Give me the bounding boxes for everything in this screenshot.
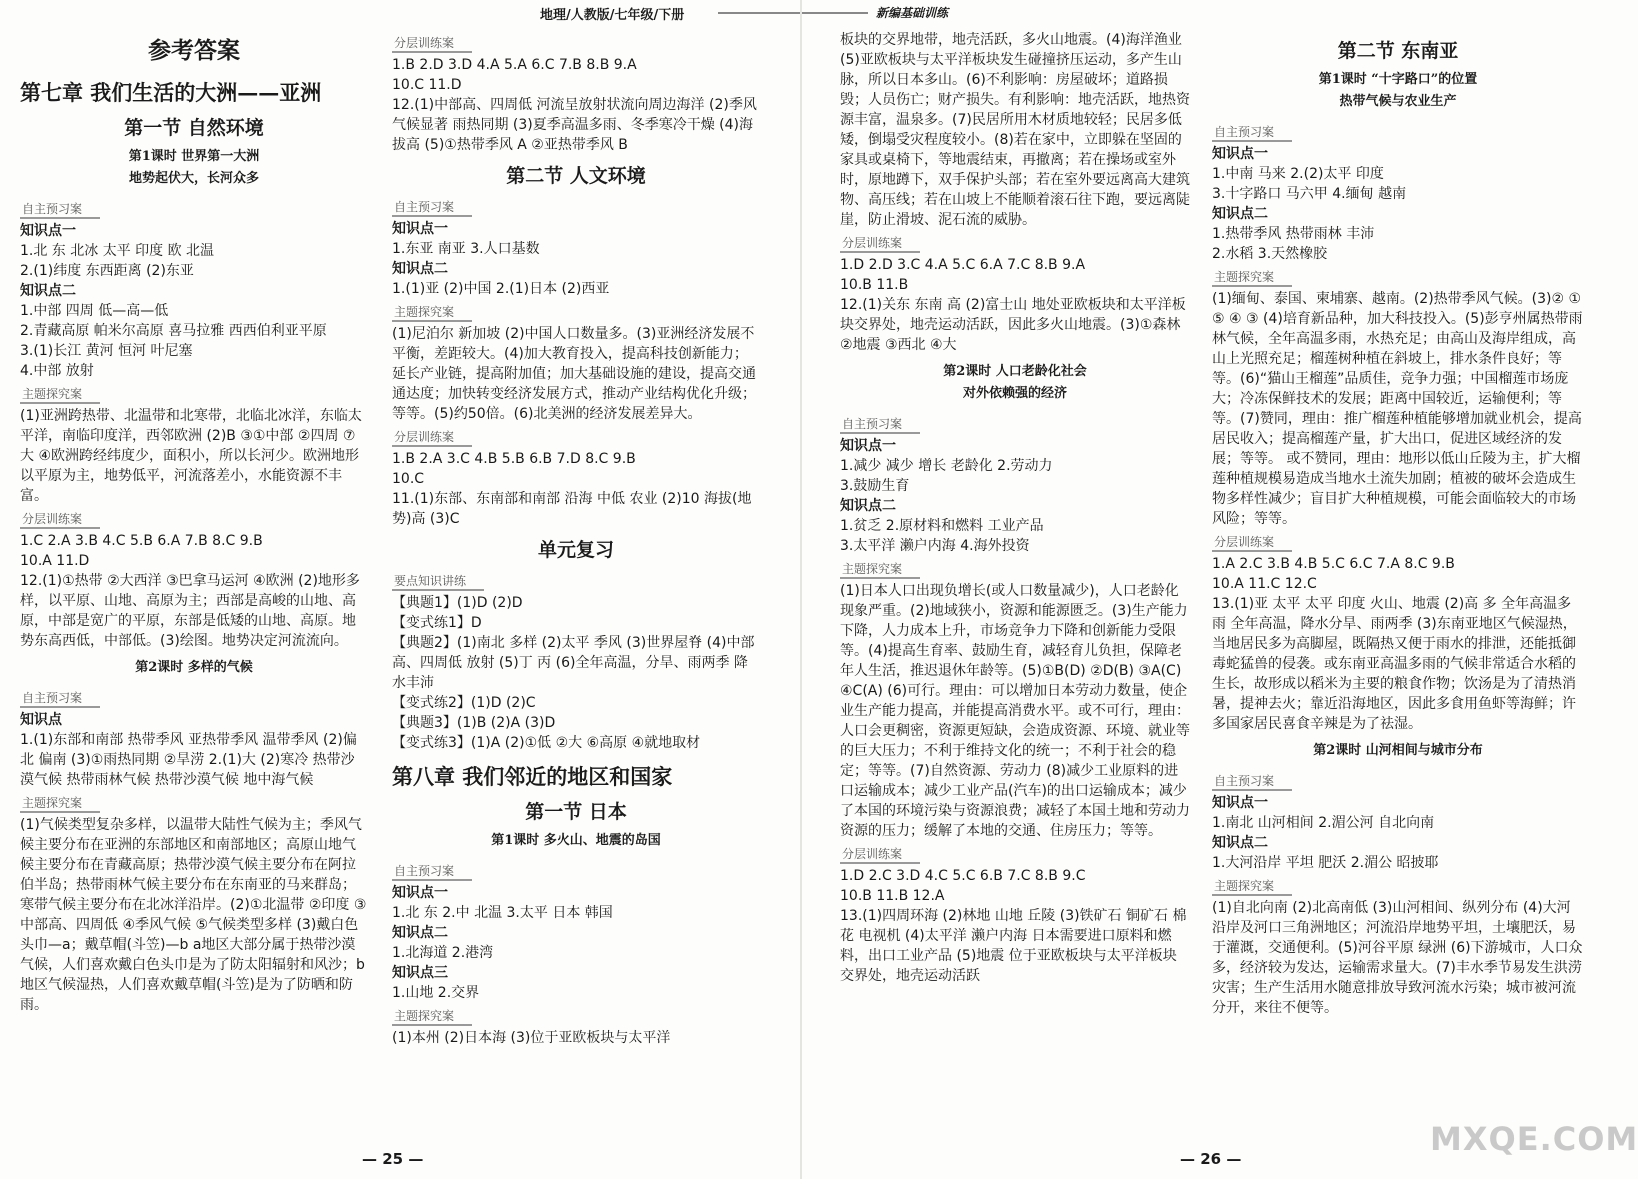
section-tag: 主题探究案 — [20, 387, 100, 404]
section-tag: 自主预习案 — [1212, 125, 1292, 142]
answer-line: 1.减少 减少 增长 老龄化 2.劳动力 — [840, 458, 1053, 474]
lesson-title: 第1课时 多火山、地震的岛国 — [491, 833, 661, 848]
example-line: 【变式练3】(1)A (2)①低 ②大 ⑥高原 ④就地取材 — [392, 735, 701, 751]
answer-line: 1.山地 2.交界 — [392, 985, 480, 1001]
section-title: 第一节 日本 — [525, 801, 627, 823]
answer-line: 1.东亚 南亚 3.人口基数 — [392, 241, 540, 257]
section-title: 第二节 东南亚 — [1337, 40, 1459, 62]
answer-line: 10.B 11.B 12.A — [840, 888, 945, 904]
answer-line: 3.十字路口 马六甲 4.缅甸 越南 — [1212, 186, 1407, 202]
answer-line: 1.A 2.C 3.B 4.B 5.C 6.C 7.A 8.C 9.B — [1212, 556, 1455, 572]
answer-line: 1.中南 马来 2.(2)太平 印度 — [1212, 166, 1384, 182]
example-line: 【典题1】(1)D (2)D — [392, 595, 523, 611]
lesson-line: 地势起伏大，长河众多 — [128, 171, 259, 186]
answer-line: 3.太平洋 濑户内海 4.海外投资 — [840, 538, 1030, 554]
section-title: 单元复习 — [537, 539, 614, 561]
page-number-right: — 26 — — [1180, 1150, 1242, 1168]
answer-paragraph: (1)缅甸、泰国、柬埔寨、越南。(2)热带季风气候。(3)② ① ⑤ ④ ③ (4)培育新品种，加大科技投入。(5)彭亨州属热带雨林气候，全年高温多雨，水热充足；由高山及海岸组成，高山上光照充足；榴莲树种植在斜坡上，排水条件良好；等等。(6)“猫山王榴莲”品质佳，竞争力强；中国榴莲市场庞大；冷冻保鲜技术的发展；距离中国较近，运输便利；等等。(7)赞同，理由：推广榴莲种植能够增加就业机会，提高居民收入；提高榴莲产量，扩大出口，促进区域经济的发展；等等。 或不赞同，理由：地形以低山丘陵为主，扩大榴莲种植规模易造成当地水土流失加剧；植被的破坏会造成生物多样性减少；盲目扩大种植规模，可能会面临较大的市场风险；等等。 — [1212, 291, 1583, 527]
answer-line: 1.贫乏 2.原材料和燃料 工业产品 — [840, 518, 1044, 534]
knowledge-point: 知识点一 — [392, 221, 448, 237]
page-number-left: — 25 — — [362, 1150, 424, 1168]
answer-line: 1.热带季风 热带雨林 丰沛 — [1212, 226, 1375, 242]
answer-paragraph: (1)气候类型复杂多样，以温带大陆性气候为主；季风气候主要分布在亚洲的东部地区和南部地区；高原山地气候主要分布在青藏高原；热带沙漠气候主要分布在阿拉伯半岛；热带雨林气候主要分布在东南亚的马来群岛；寒带气候主要分布在北冰洋沿岸。(2)①北温带 ②印度 ③中部高、四周低 ④季风气候 ⑤气候类型多样 (3)戴白色头巾—a；戴草帽(斗笠)—b a地区大部分属于热带沙漠气候，人们喜欢戴白色头巾是为了防太阳辐射和风沙；b地区气候湿热，人们喜欢戴草帽(斗笠)是为了防晒和防雨。 — [20, 817, 367, 1013]
knowledge-point: 知识点 — [20, 712, 62, 728]
knowledge-point: 知识点一 — [840, 438, 896, 454]
chapter-title: 第七章 我们生活的大洲——亚洲 — [20, 80, 322, 105]
knowledge-point: 知识点二 — [20, 283, 76, 299]
knowledge-point: 知识点三 — [392, 965, 448, 981]
answer-line: 3.(1)长江 黄河 恒河 叶尼塞 — [20, 343, 193, 359]
column-1 — [20, 30, 368, 1130]
answer-paragraph: 13.(1)四周环海 (2)林地 山地 丘陵 (3)铁矿石 铜矿石 棉花 电视机 (4)太平洋 濑户内海 日本需要进口原料和燃料，出口工业产品 (5)地震 位于亚欧板块与太平洋板块交界处，地壳运动活跃 — [840, 908, 1187, 984]
lesson-line: 对外依赖强的经济 — [962, 386, 1067, 401]
answer-paragraph: 11.(1)东部、东南部和南部 沿海 中低 农业 (2)10 海拔(地势)高 (3)C — [392, 491, 752, 527]
knowledge-point: 知识点二 — [1212, 206, 1268, 222]
answer-line: 1.(1)亚 (2)中国 2.(1)日本 (2)西亚 — [392, 281, 610, 297]
answer-line: 1.B 2.D 3.D 4.A 5.A 6.C 7.B 8.B 9.A — [392, 57, 637, 73]
section-tag: 主题探究案 — [392, 1009, 472, 1026]
section-tag: 分层训练案 — [392, 430, 472, 447]
answer-line: 1.中部 四周 低—高—低 — [20, 303, 169, 319]
lesson-title: 第2课时 山河相间与城市分布 — [1313, 743, 1483, 758]
answer-line: 2.青藏高原 帕米尔高原 喜马拉雅 西西伯利亚平原 — [20, 323, 327, 339]
page-spine — [800, 0, 802, 1179]
answer-title: 参考答案 — [148, 37, 240, 64]
answer-paragraph: (1)自北向南 (2)北高南低 (3)山河相间、纵列分布 (4)大河沿岸及河口三角洲地区；河流沿岸地势平坦，土壤肥沃，易于灌溉，交通便利。(5)河谷平原 绿洲 (6)下游城市，人口众多，经济较为发达，运输需求量大。(7)丰水季节易发生洪涝灾害；生产生活用水随意排放导致河流水污染；城市被河流分开，来往不便等。 — [1212, 900, 1583, 1016]
section-tag: 分层训练案 — [1212, 535, 1292, 552]
knowledge-point: 知识点二 — [392, 261, 448, 277]
answer-paragraph: (1)亚洲跨热带、北温带和北寒带，北临北冰洋，东临太平洋，南临印度洋，西邻欧洲 (2)B ③①中部 ②四周 ⑦大 ④欧洲跨经纬度少，面积小，所以长河少。欧洲地形以平原为主，地势低平，河流落差小，水能资源不丰富。 — [20, 408, 362, 504]
answer-line: 1.D 2.C 3.D 4.C 5.C 6.B 7.C 8.B 9.C — [840, 868, 1086, 884]
answer-paragraph: (1)尼泊尔 新加坡 (2)中国人口数量多。(3)亚洲经济发展不平衡，差距较大。(4)加大教育投入，提高科技创新能力；延长产业链，提高附加值；加大基础设施的建设，提高交通通达度；加快转变经济发展方式，推动产业结构优化升级；等等。(5)约50倍。(6)北美洲的经济发展差异大。 — [392, 326, 756, 422]
section-tag: 自主预习案 — [840, 417, 920, 434]
section-tag: 自主预习案 — [20, 202, 100, 219]
answer-line: 3.鼓励生育 — [840, 478, 910, 494]
lesson-title — [840, 361, 1190, 405]
answer-line: (1)本州 (2)日本海 (3)位于亚欧板块与太平洋 — [392, 1030, 671, 1046]
section-title: 第一节 自然环境 — [124, 117, 264, 139]
column-4 — [1212, 30, 1584, 1130]
knowledge-point: 知识点二 — [840, 498, 896, 514]
answer-line: 1.C 2.A 3.B 4.C 5.B 6.A 7.B 8.C 9.B — [20, 533, 263, 549]
answer-paragraph: 12.(1)①热带 ②大西洋 ③巴拿马运河 ④欧洲 (2)地形多样，以平原、山地、高原为主；西部是高峻的山地、高原，中部是宽广的平原，东部是低矮的山地、高原。地势东高西低，中部低。(3)绘图。地势决定河流流向。 — [20, 573, 360, 649]
answer-line: 10.B 11.B — [840, 277, 909, 293]
example-line: 【变式练1】D — [392, 615, 482, 631]
section-tag: 主题探究案 — [840, 562, 920, 579]
answer-line: 1.大河沿岸 平坦 肥沃 2.湄公 昭披耶 — [1212, 855, 1439, 871]
chapter-title: 第八章 我们邻近的地区和国家 — [392, 764, 673, 789]
lesson-title — [20, 146, 368, 190]
section-tag: 自主预习案 — [392, 200, 472, 217]
knowledge-point: 知识点一 — [392, 885, 448, 901]
header-subject: 地理/人教版/七年级/下册 — [540, 8, 685, 23]
section-tag: 自主预习案 — [1212, 774, 1292, 791]
answer-line: 1.南北 山河相间 2.湄公河 自北向南 — [1212, 815, 1435, 831]
lesson-line: 第2课时 人口老龄化社会 — [943, 364, 1087, 379]
section-tag: 自主预习案 — [392, 864, 472, 881]
knowledge-point: 知识点一 — [20, 223, 76, 239]
column-2 — [392, 30, 760, 1130]
answer-paragraph: 12.(1)中部高、四周低 河流呈放射状流向周边海洋 (2)季风气候显著 雨热同期 (3)夏季高温多雨、冬季寒冷干燥 (4)海拔高 (5)①热带季风 A ②亚热带季风 B — [392, 97, 757, 153]
watermark-logo: MXQE.COM — [1430, 1120, 1638, 1158]
answer-line: 10.C 11.D — [392, 77, 462, 93]
example-line: 【典题3】(1)B (2)A (3)D — [392, 715, 556, 731]
answer-line: 2.(1)纬度 东西距离 (2)东亚 — [20, 263, 194, 279]
answer-line: 1.D 2.D 3.C 4.A 5.C 6.A 7.C 8.B 9.A — [840, 257, 1086, 273]
header-series: 新编基础训练 — [876, 6, 949, 20]
answer-line: 2.水稻 3.天然橡胶 — [1212, 246, 1328, 262]
knowledge-point: 知识点二 — [1212, 835, 1268, 851]
answer-paragraph: 12.(1)关东 东南 高 (2)富士山 地处亚欧板块和太平洋板块交界处，地壳运动活跃，因此多火山地震。(3)①森林 ②地震 ③西北 ④大 — [840, 297, 1186, 353]
answer-paragraph: 板块的交界地带，地壳活跃，多火山地震。(4)海洋渔业 (5)亚欧板块与太平洋板块发生碰撞挤压运动，多产生山脉，所以日本多山。(6)不利影响：房屋破坏；道路损毁；人员伤亡；财产损失。有利影响：地壳活跃，地热资源丰富，温泉多。(7)民居所用木材质地较轻；民居多低矮，倒塌受灾程度较小。(8)若在家中，立即躲在坚固的家具或桌椅下，等地震结束，再撤离；若在操场或室外时，原地蹲下，双手保护头部；若在室外要远离高大建筑物、高压线；若在山坡上不能顺着滚石往下跑，要远离陡崖，防止滑坡、泥石流的威胁。 — [840, 32, 1190, 228]
header-rule — [718, 12, 868, 14]
section-tag: 分层训练案 — [840, 847, 920, 864]
answer-paragraph: 1.(1)东部和南部 热带季风 亚热带季风 温带季风 (2)偏北 偏南 (3)①雨热同期 ②旱涝 2.(1)大 (2)寒冷 热带沙漠气候 热带雨林气候 热带沙漠气候 地中海气候 — [20, 732, 357, 788]
example-line: 【典题2】(1)南北 多样 (2)太平 季风 (3)世界屋脊 (4)中部高、四周低 放射 (5)丁 丙 (6)全年高温，分旱、雨两季 降水丰沛 — [392, 635, 755, 691]
lesson-line: 第1课时 “十字路口”的位置 — [1318, 72, 1478, 87]
answer-line: 10.A 11.D — [20, 553, 90, 569]
section-tag: 主题探究案 — [1212, 879, 1292, 896]
knowledge-point: 知识点一 — [1212, 146, 1268, 162]
answer-paragraph: 13.(1)亚 太平 太平 印度 火山、地震 (2)高 多 全年高温多雨 全年高温，降水分旱、雨两季 (3)东南亚地区气候湿热，当地居民多为高脚屋，既隔热又便于雨水的排泄，还能抵御毒蛇猛兽的侵袭。或东南亚高温多雨的气候非常适合水稻的生长，故形成以稻米为主要的粮食作物；饮汤是为了清热消暑，提神去火；靠近沿海地区，因此多食用鱼虾等海鲜；许多国家居民喜食辛辣是为了祛湿。 — [1212, 596, 1577, 732]
section-tag: 分层训练案 — [20, 512, 100, 529]
section-tag: 分层训练案 — [840, 236, 920, 253]
section-tag: 自主预习案 — [20, 691, 100, 708]
answer-line: 4.中部 放射 — [20, 363, 94, 379]
section-title: 第二节 人文环境 — [506, 165, 646, 187]
section-tag: 要点知识讲练 — [392, 574, 484, 591]
column-3 — [840, 30, 1190, 1130]
section-tag: 分层训练案 — [392, 36, 472, 53]
example-line: 【变式练2】(1)D (2)C — [392, 695, 536, 711]
answer-line: 1.北海道 2.港湾 — [392, 945, 494, 961]
lesson-title: 第2课时 多样的气候 — [135, 660, 253, 675]
answer-line: 10.A 11.C 12.C — [1212, 576, 1317, 592]
knowledge-point: 知识点一 — [1212, 795, 1268, 811]
section-tag: 主题探究案 — [20, 796, 100, 813]
section-tag: 主题探究案 — [392, 305, 472, 322]
answer-line: 1.北 东 北冰 太平 印度 欧 北温 — [20, 243, 215, 259]
knowledge-point: 知识点二 — [392, 925, 448, 941]
answer-line: 10.C — [392, 471, 425, 487]
lesson-line: 第1课时 世界第一大洲 — [128, 149, 260, 164]
lesson-title — [1212, 69, 1584, 113]
lesson-line: 热带气候与农业生产 — [1339, 94, 1457, 109]
answer-line: 1.北 东 2.中 北温 3.太平 日本 韩国 — [392, 905, 613, 921]
answer-paragraph: (1)日本人口出现负增长(或人口数量减少)，人口老龄化现象严重。(2)地域狭小，资源和能源匮乏。(3)生产能力下降，人力成本上升，市场竞争力下降和创新能力受限等。(4)提高生育率、鼓励生育，减轻育儿负担，保障老年人生活，推迟退休年龄等。(5)①B(D) ②D(B) ③A(C) ④C(A) (6)可行。理由：可以增加日本劳动力数量，使企业生产能力提高，并能提高消费水平。或不可行，理由：人口会更稠密，资源更短缺，会造成资源、环境、就业等的巨大压力；不利于维持文化的统一；不利于社会的稳定；等等。(7)自然资源、劳动力 (8)减少工业原料的进口运输成本；减少工业产品(汽车)的出口运输成本；减少了本国的环境污染与资源浪费；减轻了本国土地和劳动力资源的压力；缓解了本地的交通、住房压力；等等。 — [840, 583, 1190, 839]
answer-line: 1.B 2.A 3.C 4.B 5.B 6.B 7.D 8.C 9.B — [392, 451, 636, 467]
section-tag: 主题探究案 — [1212, 270, 1292, 287]
